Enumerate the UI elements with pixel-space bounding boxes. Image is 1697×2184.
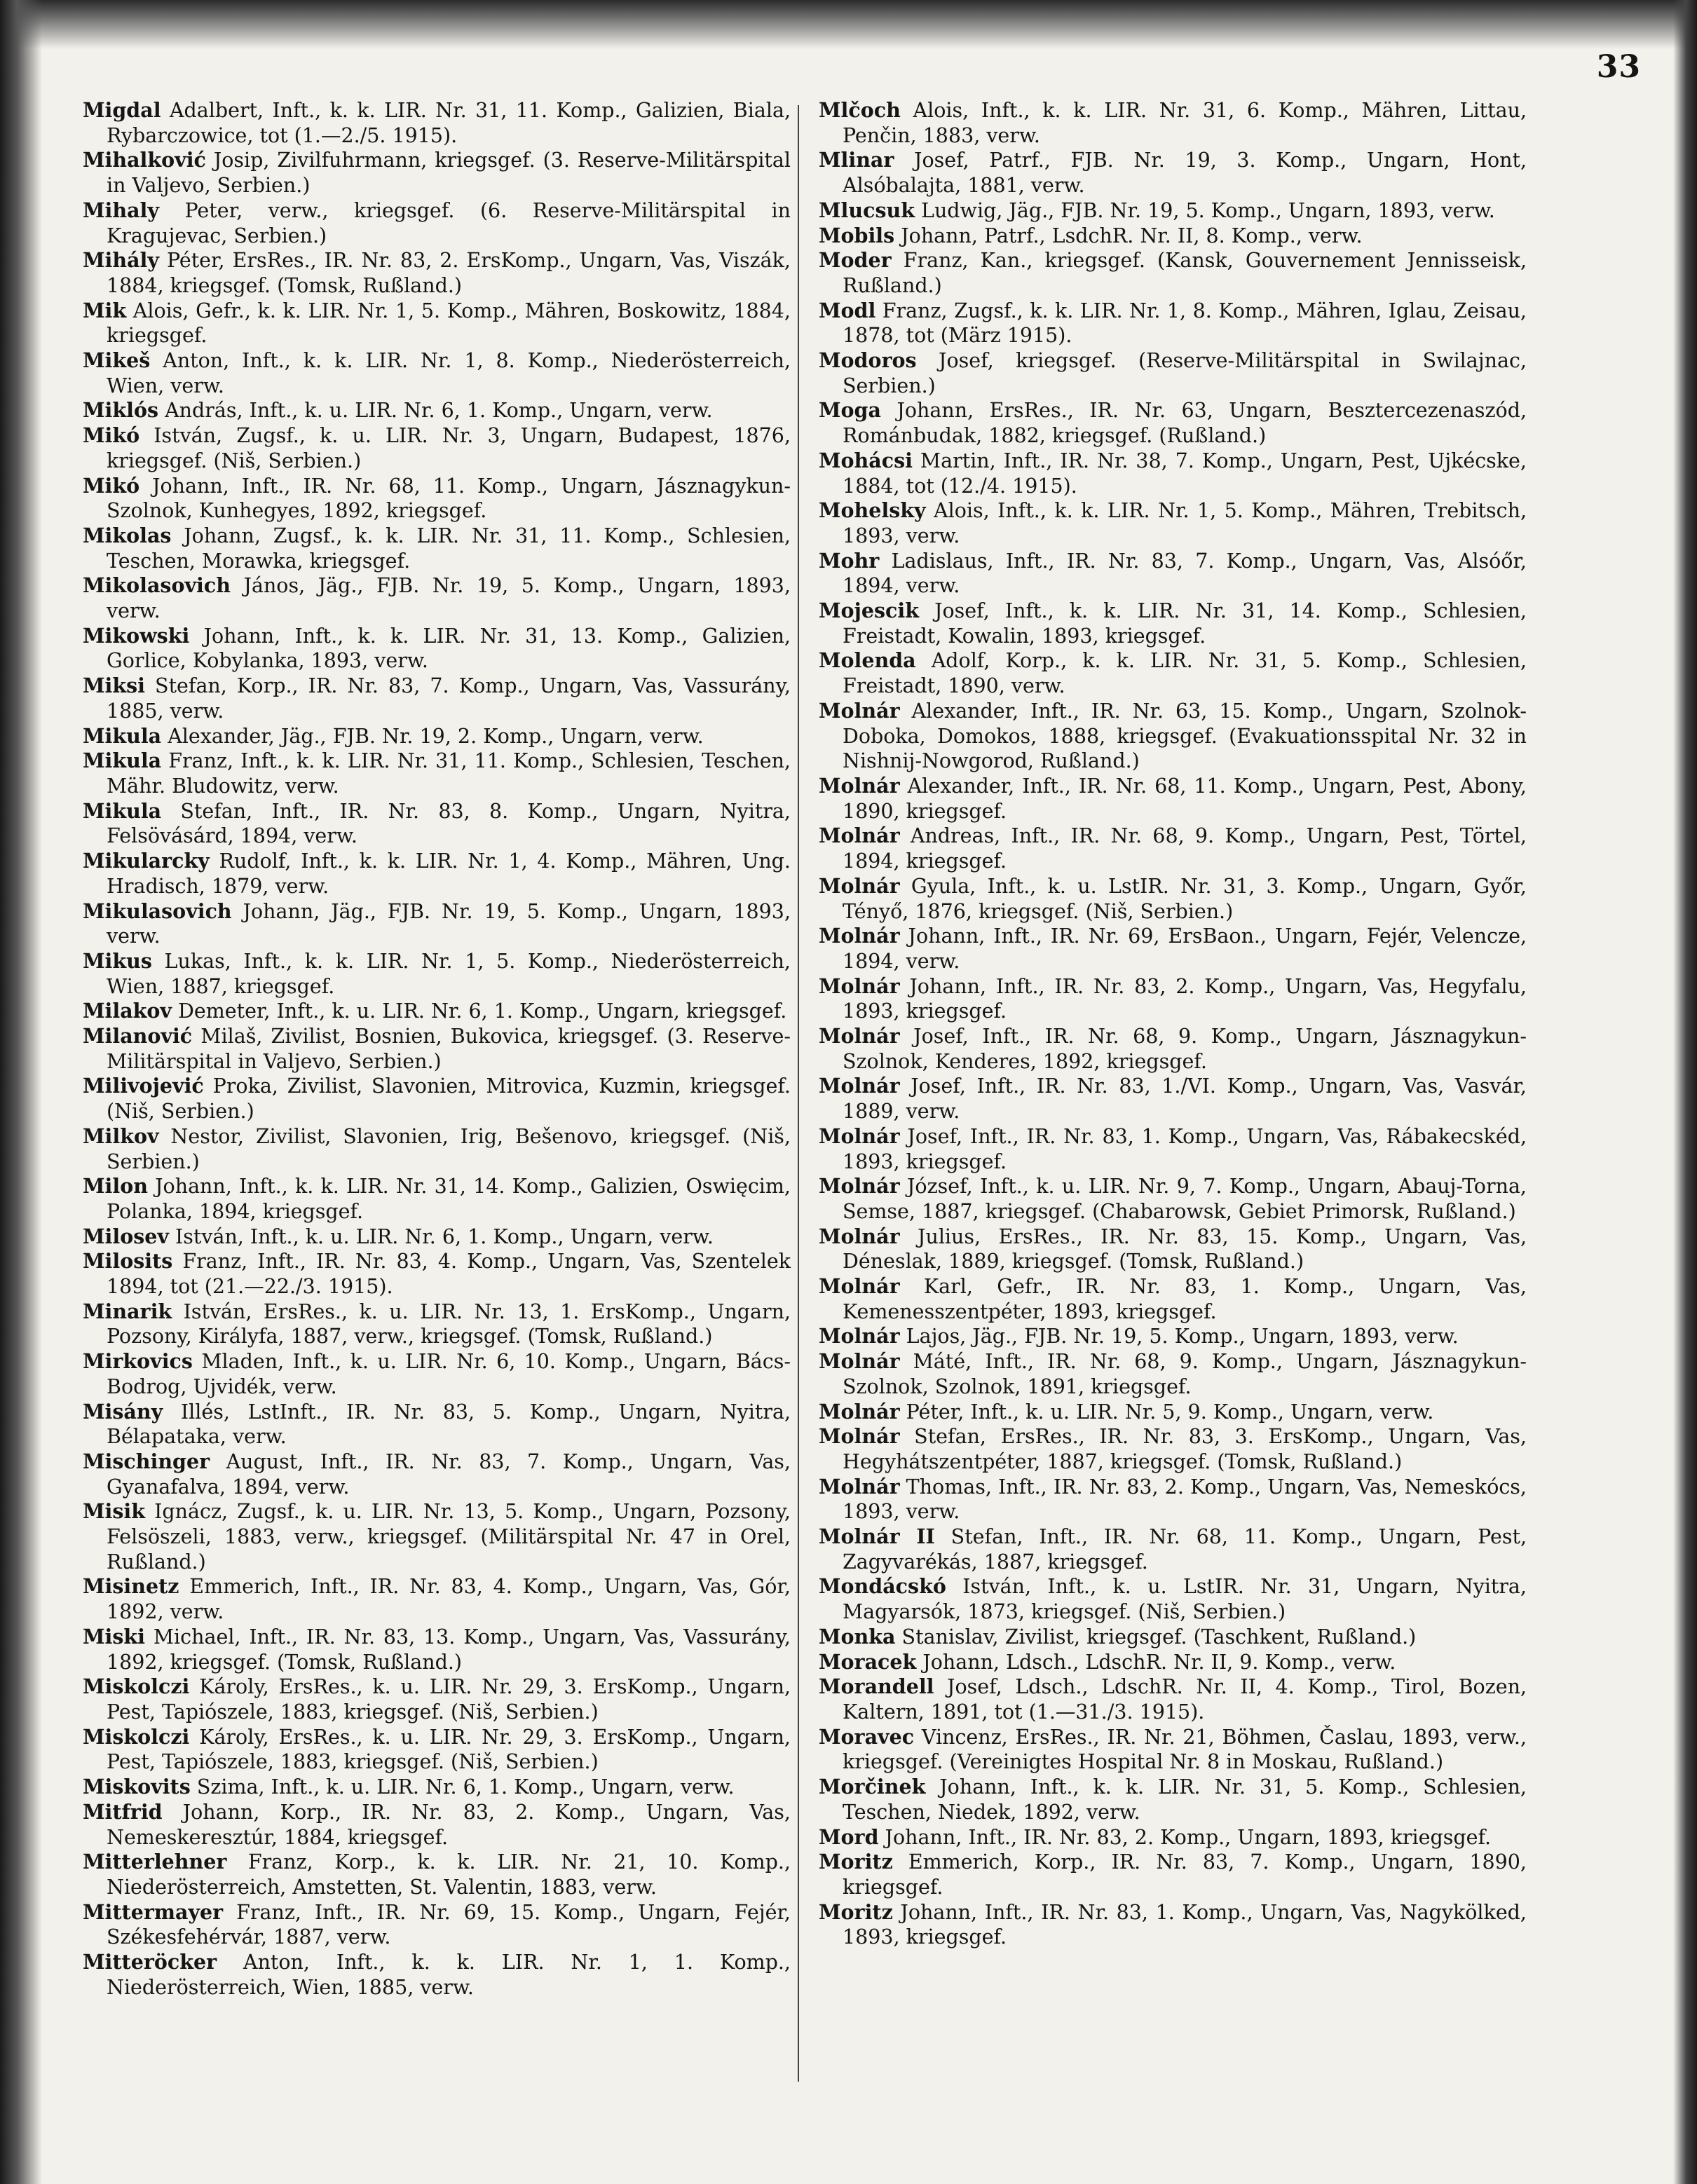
entry-details: Demeter, Inft., k. u. LIR. Nr. 6, 1. Komp., Ungarn, kriegsgef. — [171, 999, 787, 1023]
entry-surname: Miskolczi — [83, 1674, 190, 1699]
entry-surname: Mlucsuk — [819, 198, 915, 222]
entry-details: Julius, ErsRes., IR. Nr. 83, 15. Komp., Ungarn, Vas, Déneslak, 1889, kriegsgef. (Tomsk, Rußland.) — [843, 1224, 1527, 1274]
entry-details: Lukas, Inft., k. k. LIR. Nr. 1, 5. Komp., Niederösterreich, Wien, 1887, kriegsgef. — [107, 949, 791, 998]
register-entry — [83, 398, 791, 423]
register-entry — [819, 1574, 1527, 1624]
entry-details: Franz, Inft., k. k. LIR. Nr. 31, 11. Komp., Schlesien, Teschen, Mähr. Bludowitz, verw. — [107, 749, 791, 798]
entry-details: Karl, Gefr., IR. Nr. 83, 1. Komp., Ungarn, Vas, Kemenesszentpéter, 1893, kriegsgef. — [843, 1275, 1527, 1323]
entry-surname: Minarik — [83, 1299, 172, 1323]
entry-surname: Molnár II — [819, 1524, 935, 1549]
entry-details: August, Inft., IR. Nr. 83, 7. Komp., Ungarn, Vas, Gyanafalva, 1894, verw. — [107, 1449, 791, 1499]
left-column — [83, 98, 791, 2000]
register-entry — [83, 724, 791, 749]
register-entry — [83, 799, 791, 849]
entry-surname: Mondácskó — [819, 1574, 946, 1599]
entry-surname: Mikowski — [83, 623, 190, 648]
entry-surname: Mlčoch — [819, 98, 901, 122]
entry-details: Alois, Inft., k. k. LIR. Nr. 1, 5. Komp., Mähren, Trebitsch, 1893, verw. — [843, 499, 1527, 547]
entry-surname: Mihaly — [83, 198, 159, 222]
entry-details: Josef, Inft., k. k. LIR. Nr. 31, 14. Komp., Schlesien, Freistadt, Kowalin, 1893, kriegsgef. — [843, 599, 1527, 648]
register-entry — [83, 1625, 791, 1674]
entry-details: Illés, LstInft., IR. Nr. 83, 5. Komp., Ungarn, Nyitra, Bélapataka, verw. — [107, 1400, 791, 1449]
entry-details: Stefan, ErsRes., IR. Nr. 83, 3. ErsKomp., Ungarn, Vas, Hegyhátszentpéter, 1887, kriegsgef. (Tomsk, Rußland.) — [843, 1425, 1527, 1473]
entry-details: Johann, Inft., IR. Nr. 83, 1. Komp., Ungarn, Vas, Nagykölked, 1893, kriegsgef. — [843, 1900, 1527, 1949]
column-divider — [798, 105, 799, 2082]
register-entry — [83, 749, 791, 798]
entry-details: Stanislav, Zivilist, kriegsgef. (Taschkent, Rußland.) — [895, 1625, 1417, 1649]
entry-surname: Mikula — [83, 723, 162, 748]
entry-surname: Milanović — [83, 1024, 193, 1049]
register-entry — [83, 1124, 791, 1174]
entry-surname: Modl — [819, 298, 876, 322]
entry-surname: Mittermayer — [83, 1899, 224, 1924]
entry-surname: Moracek — [819, 1649, 917, 1674]
register-entry — [819, 1900, 1527, 1950]
entry-surname: Molnár — [819, 1349, 900, 1374]
entry-details: István, Inft., k. u. LIR. Nr. 6, 1. Komp., Ungarn, verw. — [168, 1224, 714, 1248]
register-entry — [819, 1024, 1527, 1074]
entry-surname: Migdal — [83, 98, 161, 122]
register-entry — [83, 849, 791, 899]
entry-surname: Milon — [83, 1174, 148, 1199]
entry-details: Josef, Patrf., FJB. Nr. 19, 3. Komp., Ungarn, Hont, Alsóbalajta, 1881, verw. — [843, 149, 1527, 198]
entry-surname: Molnár — [819, 1124, 900, 1148]
entry-details: Michael, Inft., IR. Nr. 83, 13. Komp., Ungarn, Vas, Vassurány, 1892, kriegsgef. (Tomsk, Rußland.) — [107, 1625, 791, 1674]
register-entry — [83, 1950, 791, 2000]
entry-surname: Milakov — [83, 999, 172, 1023]
entry-details: Johann, ErsRes., IR. Nr. 63, Ungarn, Besztercezenaszód, Románbudak, 1882, kriegsgef. (Rußland.) — [843, 399, 1527, 448]
entry-details: Johann, Korp., IR. Nr. 83, 2. Komp., Ungarn, Vas, Nemeskeresztúr, 1884, kriegsgef. — [107, 1800, 791, 1849]
entry-surname: Mikó — [83, 423, 140, 448]
register-entry — [83, 1900, 791, 1950]
entry-surname: Misik — [83, 1499, 145, 1524]
entry-surname: Misinetz — [83, 1574, 179, 1599]
register-entry — [819, 699, 1527, 774]
entry-details: Károly, ErsRes., k. u. LIR. Nr. 29, 3. ErsKomp., Ungarn, Pest, Tapiószele, 1883, kriegsgef. (Niš, Serbien.) — [107, 1675, 791, 1724]
entry-surname: Molnár — [819, 1024, 900, 1049]
entry-surname: Molnár — [819, 1424, 900, 1449]
register-entry — [83, 624, 791, 674]
register-entry — [819, 974, 1527, 1024]
entry-surname: Monka — [819, 1624, 896, 1649]
register-entry — [83, 674, 791, 723]
entry-surname: Moravec — [819, 1724, 915, 1749]
entry-details: Josef, Ldsch., LdschR. Nr. II, 4. Komp., Tirol, Bozen, Kaltern, 1891, tot (1.—31./3. 1915). — [843, 1675, 1527, 1724]
register-entry — [83, 999, 791, 1024]
register-entry — [819, 198, 1527, 224]
entry-details: Josef, kriegsgef. (Reserve-Militärspital in Swilajnac, Serbien.) — [843, 349, 1527, 397]
register-entry — [819, 1475, 1527, 1524]
entry-details: Emmerich, Korp., IR. Nr. 83, 7. Komp., Ungarn, 1890, kriegsgef. — [843, 1850, 1527, 1899]
entry-surname: Molnár — [819, 1399, 900, 1424]
entry-details: Johann, Zugsf., k. k. LIR. Nr. 31, 11. Komp., Schlesien, Teschen, Morawka, kriegsgef. — [107, 524, 791, 573]
entry-surname: Molnár — [819, 1274, 900, 1299]
entry-surname: Mojescik — [819, 599, 919, 623]
entry-surname: Mohelsky — [819, 498, 926, 523]
entry-details: Martin, Inft., IR. Nr. 38, 7. Komp., Ungarn, Pest, Ujkécske, 1884, tot (12./4. 1915). — [843, 449, 1527, 498]
entry-surname: Milivojević — [83, 1074, 204, 1098]
entry-details: Gyula, Inft., k. u. LstIR. Nr. 31, 3. Komp., Ungarn, Győr, Tényő, 1876, kriegsgef. (Niš, Serbien.) — [843, 874, 1527, 923]
entry-surname: Moritz — [819, 1899, 893, 1924]
entry-details: István, Zugsf., k. u. LIR. Nr. 3, Ungarn, Budapest, 1876, kriegsgef. (Niš, Serbien.) — [107, 424, 791, 472]
entry-surname: Miklós — [83, 398, 159, 423]
entry-details: Milaš, Zivilist, Bosnien, Bukovica, kriegsgef. (3. Reserve-Militärspital in Valjevo, Serbien.) — [107, 1025, 791, 1073]
register-entry — [819, 449, 1527, 498]
register-entry — [819, 224, 1527, 249]
register-entry — [819, 1625, 1527, 1650]
entry-surname: Moritz — [819, 1850, 893, 1874]
entry-surname: Modoros — [819, 348, 917, 373]
entry-details: Stefan, Korp., IR. Nr. 83, 7. Komp., Ungarn, Vas, Vassurány, 1885, verw. — [107, 674, 791, 723]
entry-details: András, Inft., k. u. LIR. Nr. 6, 1. Komp., Ungarn, verw. — [158, 399, 713, 423]
register-entry — [83, 348, 791, 398]
entry-surname: Moga — [819, 398, 881, 423]
entry-surname: Mikolasovich — [83, 573, 231, 598]
register-entry — [83, 1174, 791, 1224]
register-entry — [819, 148, 1527, 198]
entry-details: Stefan, Inft., IR. Nr. 68, 11. Komp., Ungarn, Pest, Zagyvarékás, 1887, kriegsgef. — [843, 1525, 1527, 1574]
entry-surname: Molnár — [819, 1074, 900, 1098]
entry-details: Johann, Inft., IR. Nr. 68, 11. Komp., Ungarn, Jásznagykun-Szolnok, Kunhegyes, 1892, kriegsgef. — [107, 474, 791, 523]
register-entry — [819, 398, 1527, 448]
entry-details: Rudolf, Inft., k. k. LIR. Nr. 1, 4. Komp., Mähren, Ung. Hradisch, 1879, verw. — [107, 849, 791, 898]
register-entry — [819, 1725, 1527, 1775]
entry-details: János, Jäg., FJB. Nr. 19, 5. Komp., Ungarn, 1893, verw. — [107, 574, 791, 623]
entry-details: Franz, Korp., k. k. LIR. Nr. 21, 10. Komp., Niederösterreich, Amstetten, St. Valentin, 1883, verw. — [107, 1850, 791, 1899]
register-entry — [819, 1174, 1527, 1224]
register-entry — [819, 1324, 1527, 1349]
entry-details: Johann, Ldsch., LdschR. Nr. II, 9. Komp., verw. — [916, 1650, 1396, 1674]
entry-surname: Mischinger — [83, 1449, 210, 1473]
entry-details: Proka, Zivilist, Slavonien, Mitrovica, Kuzmin, kriegsgef. (Niš, Serbien.) — [107, 1074, 791, 1124]
register-entry — [819, 1124, 1527, 1174]
register-entry — [83, 1449, 791, 1499]
entry-surname: Mohr — [819, 548, 880, 573]
entry-surname: Molnár — [819, 1324, 900, 1349]
entry-surname: Mihály — [83, 248, 159, 273]
register-entry — [83, 198, 791, 248]
entry-details: Péter, Inft., k. u. LIR. Nr. 5, 9. Komp., Ungarn, verw. — [899, 1400, 1434, 1424]
register-entry — [83, 1249, 791, 1299]
register-entry — [83, 1775, 791, 1800]
register-entry — [83, 148, 791, 198]
register-entry — [819, 824, 1527, 873]
entry-surname: Miskovits — [83, 1775, 191, 1799]
entry-surname: Mik — [83, 298, 127, 322]
entry-details: Ludwig, Jäg., FJB. Nr. 19, 5. Komp., Ungarn, 1893, verw. — [914, 198, 1495, 222]
entry-surname: Milosev — [83, 1224, 169, 1248]
entry-surname: Mlinar — [819, 148, 894, 172]
entry-surname: Molnár — [819, 824, 900, 848]
entry-details: Franz, Inft., IR. Nr. 69, 15. Komp., Ungarn, Fejér, Székesfehérvár, 1887, verw. — [107, 1900, 791, 1949]
entry-surname: Moder — [819, 248, 892, 273]
register-entry — [819, 648, 1527, 698]
register-entry — [819, 348, 1527, 398]
entry-details: Mladen, Inft., k. u. LIR. Nr. 6, 10. Komp., Ungarn, Bács-Bodrog, Ujvidék, verw. — [107, 1350, 791, 1398]
register-entry — [819, 1850, 1527, 1899]
register-entry — [83, 1725, 791, 1775]
entry-details: Thomas, Inft., IR. Nr. 83, 2. Komp., Ungarn, Vas, Nemeskócs, 1893, verw. — [843, 1475, 1527, 1524]
right-column — [819, 98, 1527, 1950]
register-entry — [819, 1400, 1527, 1425]
entry-details: Franz, Kan., kriegsgef. (Kansk, Gouvernement Jennisseisk, Rußland.) — [843, 249, 1527, 297]
entry-surname: Mikus — [83, 948, 152, 973]
register-entry — [819, 549, 1527, 599]
register-entry — [819, 924, 1527, 974]
entry-details: Lajos, Jäg., FJB. Nr. 19, 5. Komp., Ungarn, 1893, verw. — [899, 1325, 1459, 1349]
entry-surname: Mitterlehner — [83, 1850, 227, 1874]
entry-details: Péter, ErsRes., IR. Nr. 83, 2. ErsKomp., Ungarn, Vas, Viszák, 1884, kriegsgef. (Tomsk, Rußland.) — [107, 249, 791, 297]
register-entry — [819, 1775, 1527, 1824]
entry-surname: Molnár — [819, 924, 900, 948]
register-entry — [83, 899, 791, 949]
entry-surname: Mikó — [83, 473, 140, 498]
entry-surname: Mord — [819, 1824, 879, 1849]
entry-surname: Milosits — [83, 1249, 173, 1274]
register-entry — [83, 299, 791, 348]
entry-surname: Mikula — [83, 798, 162, 823]
entry-details: Josef, Inft., IR. Nr. 83, 1./VI. Komp., Ungarn, Vas, Vasvár, 1889, verw. — [843, 1074, 1527, 1124]
entry-surname: Mikula — [83, 749, 162, 773]
entry-details: Andreas, Inft., IR. Nr. 68, 9. Komp., Ungarn, Pest, Törtel, 1894, kriegsgef. — [843, 824, 1527, 873]
register-entry — [83, 474, 791, 524]
register-entry — [819, 1825, 1527, 1850]
entry-surname: Mikeš — [83, 348, 151, 373]
register-entry — [83, 1800, 791, 1850]
entry-surname: Miski — [83, 1624, 145, 1649]
register-entry — [819, 248, 1527, 298]
entry-details: Alois, Gefr., k. k. LIR. Nr. 1, 5. Komp., Mähren, Boskowitz, 1884, kriegsgef. — [107, 299, 791, 348]
entry-details: Johann, Inft., k. k. LIR. Nr. 31, 14. Komp., Galizien, Oswięcim, Polanka, 1894, kriegsgef. — [107, 1175, 791, 1223]
entry-surname: Milkov — [83, 1124, 159, 1148]
scan-shadow-left — [0, 0, 42, 2184]
entry-details: Peter, verw., kriegsgef. (6. Reserve-Militärspital in Kragujevac, Serbien.) — [107, 198, 791, 247]
register-entry — [83, 524, 791, 573]
entry-details: Johann, Inft., IR. Nr. 69, ErsBaon., Ungarn, Fejér, Velencze, 1894, verw. — [843, 924, 1527, 973]
entry-details: István, Inft., k. u. LstIR. Nr. 31, Ungarn, Nyitra, Magyarsók, 1873, kriegsgef. (Niš, Serbien.) — [843, 1575, 1527, 1624]
register-entry — [819, 1424, 1527, 1474]
register-entry — [819, 98, 1527, 148]
entry-details: Johann, Inft., k. k. LIR. Nr. 31, 13. Komp., Galizien, Gorlice, Kobylanka, 1893, verw. — [107, 624, 791, 673]
entry-details: Alexander, Jäg., FJB. Nr. 19, 2. Komp., Ungarn, verw. — [161, 724, 704, 748]
entry-details: Ignácz, Zugsf., k. u. LIR. Nr. 13, 5. Komp., Ungarn, Pozsony, Felsöszeli, 1883, verw., kriegsgef. (Militärspital Nr. 47 in Orel, Rußland.) — [107, 1500, 791, 1574]
entry-details: István, ErsRes., k. u. LIR. Nr. 13, 1. ErsKomp., Ungarn, Pozsony, Királyfa, 1887, verw., kriegsgef. (Tomsk, Rußland.) — [107, 1299, 791, 1349]
entry-surname: Morandell — [819, 1674, 934, 1699]
register-entry — [819, 1274, 1527, 1324]
entry-details: Alexander, Inft., IR. Nr. 68, 11. Komp., Ungarn, Pest, Abony, 1890, kriegsgef. — [843, 774, 1527, 823]
register-entry — [819, 1224, 1527, 1274]
register-entry — [83, 1574, 791, 1624]
entry-details: Nestor, Zivilist, Slavonien, Irig, Bešenovo, kriegsgef. (Niš, Serbien.) — [107, 1124, 791, 1173]
entry-surname: Molenda — [819, 648, 916, 673]
entry-details: Johann, Inft., IR. Nr. 83, 2. Komp., Ungarn, Vas, Hegyfalu, 1893, kriegsgef. — [843, 974, 1527, 1023]
entry-surname: Molnár — [819, 1174, 900, 1199]
entry-details: Alois, Inft., k. k. LIR. Nr. 31, 6. Komp., Mähren, Littau, Penčin, 1883, verw. — [843, 99, 1527, 147]
entry-details: Alexander, Inft., IR. Nr. 63, 15. Komp., Ungarn, Szolnok-Doboka, Domokos, 1888, kriegsgef. (Evakuationsspital Nr. 32 in Nishnij-Nowgorod, Rußland.) — [843, 699, 1527, 773]
register-entry — [83, 1224, 791, 1250]
register-entry — [819, 1074, 1527, 1124]
entry-details: Johann, Patrf., LsdchR. Nr. II, 8. Komp., verw. — [894, 224, 1363, 247]
entry-details: Ladislaus, Inft., IR. Nr. 83, 7. Komp., Ungarn, Vas, Alsóőr, 1894, verw. — [843, 549, 1527, 598]
register-entry — [83, 98, 791, 148]
entry-surname: Miskolczi — [83, 1724, 190, 1749]
entry-surname: Molnár — [819, 698, 900, 723]
entry-details: József, Inft., k. u. LIR. Nr. 9, 7. Komp., Ungarn, Abauj-Torna, Semse, 1887, kriegsgef. (Chabarowsk, Gebiet Primorsk, Rußland.) — [843, 1175, 1527, 1223]
register-entry — [83, 248, 791, 298]
scan-shadow-right — [1673, 0, 1697, 2184]
register-entry — [83, 573, 791, 623]
entry-surname: Mikulasovich — [83, 899, 232, 923]
register-entry — [819, 599, 1527, 648]
entry-surname: Mitteröcker — [83, 1950, 217, 1974]
entry-details: Emmerich, Inft., IR. Nr. 83, 4. Komp., Ungarn, Vas, Gór, 1892, verw. — [107, 1575, 791, 1624]
register-entry — [819, 774, 1527, 824]
entry-details: Vincenz, ErsRes., IR. Nr. 21, Böhmen, Časlau, 1893, verw., kriegsgef. (Vereinigtes Hospital Nr. 8 in Moskau, Rußland.) — [843, 1725, 1527, 1774]
register-entry — [83, 1024, 791, 1074]
register-entry — [83, 1674, 791, 1724]
entry-details: Franz, Zugsf., k. k. LIR. Nr. 1, 8. Komp., Mähren, Iglau, Zeisau, 1878, tot (März 1915). — [843, 299, 1527, 348]
register-entry — [83, 1299, 791, 1349]
register-entry — [83, 949, 791, 999]
entry-surname: Molnár — [819, 1224, 900, 1248]
register-entry — [83, 1850, 791, 1899]
register-entry — [819, 874, 1527, 924]
entry-details: Károly, ErsRes., k. u. LIR. Nr. 29, 3. ErsKomp., Ungarn, Pest, Tapiószele, 1883, kriegsgef. (Niš, Serbien.) — [107, 1725, 791, 1774]
entry-surname: Mikolas — [83, 523, 172, 547]
entry-details: Stefan, Inft., IR. Nr. 83, 8. Komp., Ungarn, Nyitra, Felsövásárd, 1894, verw. — [107, 799, 791, 848]
register-entry — [83, 1074, 791, 1124]
register-entry — [819, 1349, 1527, 1399]
register-entry — [83, 1499, 791, 1574]
page-number: 33 — [1596, 49, 1641, 85]
entry-details: Franz, Inft., IR. Nr. 83, 4. Komp., Ungarn, Vas, Szentelek 1894, tot (21.—22./3. 1915). — [107, 1250, 791, 1299]
register-entry — [819, 1650, 1527, 1675]
entry-surname: Molnár — [819, 974, 900, 998]
entry-details: Josef, Inft., IR. Nr. 83, 1. Komp., Ungarn, Vas, Rábakecskéd, 1893, kriegsgef. — [843, 1124, 1527, 1173]
entry-surname: Morčinek — [819, 1775, 926, 1799]
entry-surname: Molnár — [819, 773, 900, 798]
entry-details: Anton, Inft., k. k. LIR. Nr. 1, 8. Komp., Niederösterreich, Wien, verw. — [107, 349, 791, 397]
entry-surname: Mirkovics — [83, 1349, 193, 1374]
register-entry — [83, 1349, 791, 1399]
entry-details: Adolf, Korp., k. k. LIR. Nr. 31, 5. Komp., Schlesien, Freistadt, 1890, verw. — [843, 649, 1527, 698]
entry-details: Johann, Inft., k. k. LIR. Nr. 31, 5. Komp., Schlesien, Teschen, Niedek, 1892, verw. — [843, 1775, 1527, 1824]
entry-surname: Molnár — [819, 1474, 900, 1499]
entry-surname: Mihalković — [83, 148, 206, 172]
entry-details: Adalbert, Inft., k. k. LIR. Nr. 31, 11. Komp., Galizien, Biala, Rybarczowice, tot (1.—2./5. 1915). — [107, 99, 791, 147]
entry-surname: Mikularcky — [83, 849, 210, 873]
entry-surname: Misány — [83, 1399, 163, 1424]
register-entry — [83, 423, 791, 473]
entry-surname: Miksi — [83, 674, 145, 698]
entry-details: Szima, Inft., k. u. LIR. Nr. 6, 1. Komp., Ungarn, verw. — [190, 1775, 735, 1799]
entry-details: Josef, Inft., IR. Nr. 68, 9. Komp., Ungarn, Jásznagykun-Szolnok, Kenderes, 1892, kriegsgef. — [843, 1025, 1527, 1073]
entry-details: Anton, Inft., k. k. LIR. Nr. 1, 1. Komp., Niederösterreich, Wien, 1885, verw. — [107, 1951, 791, 1999]
entry-surname: Mobils — [819, 223, 895, 247]
register-entry — [819, 1524, 1527, 1574]
register-entry — [819, 1674, 1527, 1724]
entry-details: Johann, Inft., IR. Nr. 83, 2. Komp., Ungarn, 1893, kriegsgef. — [878, 1825, 1492, 1849]
register-entry — [819, 498, 1527, 548]
entry-surname: Mohácsi — [819, 448, 913, 472]
register-entry — [819, 299, 1527, 348]
entry-surname: Mitfrid — [83, 1799, 163, 1824]
register-entry — [83, 1400, 791, 1449]
entry-surname: Molnár — [819, 873, 900, 898]
scan-shadow-top — [0, 0, 1697, 49]
entry-details: Máté, Inft., IR. Nr. 68, 9. Komp., Ungarn, Jásznagykun-Szolnok, Szolnok, 1891, kriegsgef. — [843, 1350, 1527, 1398]
entry-details: Johann, Jäg., FJB. Nr. 19, 5. Komp., Ungarn, 1893, verw. — [107, 899, 791, 948]
entry-details: Josip, Zivilfuhrmann, kriegsgef. (3. Reserve-Militärspital in Valjevo, Serbien.) — [107, 149, 791, 198]
